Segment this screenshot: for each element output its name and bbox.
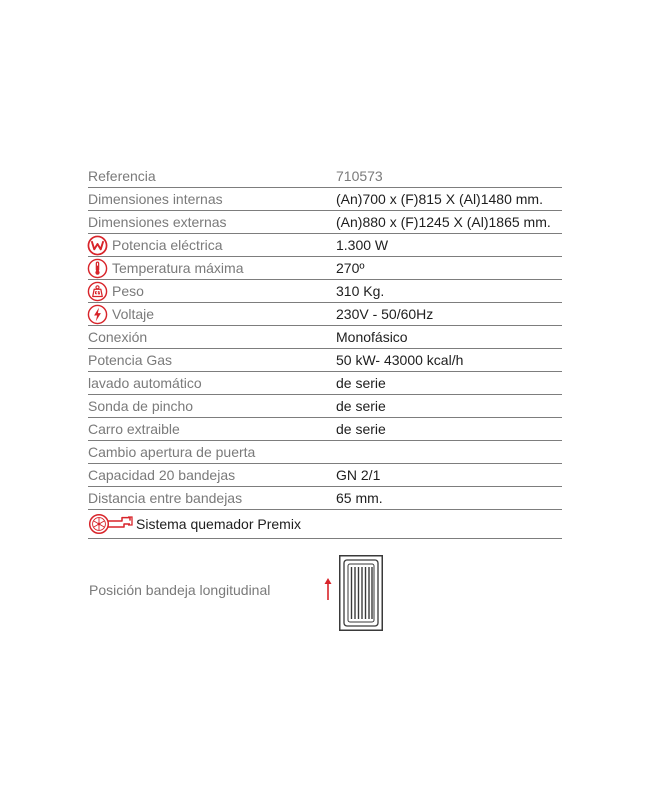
spec-label: Temperatura máxima (112, 260, 244, 276)
spec-value: 65 mm. (336, 490, 383, 506)
spec-value: 710573 (336, 168, 383, 184)
spec-label: Carro extraible (88, 421, 180, 437)
gn-tray-icon (339, 555, 383, 631)
spec-row-potencia-electrica (88, 234, 562, 257)
spec-row-lavado-automatico (88, 372, 562, 395)
spec-label: Potencia eléctrica (112, 237, 223, 253)
spec-label: Potencia Gas (88, 352, 173, 368)
thermometer-icon (87, 258, 108, 279)
spec-label: Distancia entre bandejas (88, 490, 243, 506)
spec-value: 310 Kg. (336, 283, 385, 299)
spec-value: de serie (336, 398, 386, 414)
lightning-icon (87, 304, 108, 325)
spec-value: 230V - 50/60Hz (336, 306, 434, 322)
spec-label: Sonda de pincho (88, 398, 194, 414)
spec-label: Capacidad 20 bandejas (88, 467, 236, 483)
spec-row-cambio-apertura-puerta (88, 441, 562, 464)
spec-value: de serie (336, 375, 386, 391)
spec-label: Dimensiones externas (88, 214, 227, 230)
spec-value: (An)880 x (F)1245 X (Al)1865 mm. (336, 214, 551, 230)
spec-value: (An)700 x (F)815 X (Al)1480 mm. (336, 191, 543, 207)
arrow-up-icon (324, 577, 332, 601)
spec-row-temperatura-maxima (88, 257, 562, 280)
spec-row-distancia-bandejas (88, 487, 562, 510)
feature-label: Sistema quemador Premix (136, 516, 301, 532)
spec-row-carro-extraible (88, 418, 562, 441)
premix-burner-icon (88, 513, 136, 535)
spec-value: de serie (336, 421, 386, 437)
spec-table (88, 165, 562, 539)
weight-icon (87, 281, 108, 302)
spec-value: 50 kW- 43000 kcal/h (336, 352, 464, 368)
spec-row-referencia (88, 165, 562, 188)
spec-label: Dimensiones internas (88, 191, 223, 207)
spec-row-capacidad (88, 464, 562, 487)
spec-row-dimensiones-internas (88, 188, 562, 211)
spec-label: Peso (112, 283, 144, 299)
spec-label: Conexión (88, 329, 148, 345)
spec-row-peso (88, 280, 562, 303)
tray-position-section (88, 555, 562, 635)
tray-position-label: Posición bandeja longitudinal (89, 582, 271, 598)
spec-label: Cambio apertura de puerta (88, 444, 256, 460)
spec-row-conexion (88, 326, 562, 349)
spec-label: Referencia (88, 168, 156, 184)
power-w-icon (87, 235, 108, 256)
spec-row-potencia-gas (88, 349, 562, 372)
spec-row-sonda-de-pincho (88, 395, 562, 418)
spec-value: Monofásico (336, 329, 408, 345)
spec-row-voltaje (88, 303, 562, 326)
feature-row-premix (88, 510, 562, 539)
spec-label: lavado automático (88, 375, 202, 391)
spec-label: Voltaje (112, 306, 155, 322)
spec-value: 1.300 W (336, 237, 389, 253)
spec-value: 270º (336, 260, 365, 276)
spec-row-dimensiones-externas (88, 211, 562, 234)
spec-value: GN 2/1 (336, 467, 381, 483)
